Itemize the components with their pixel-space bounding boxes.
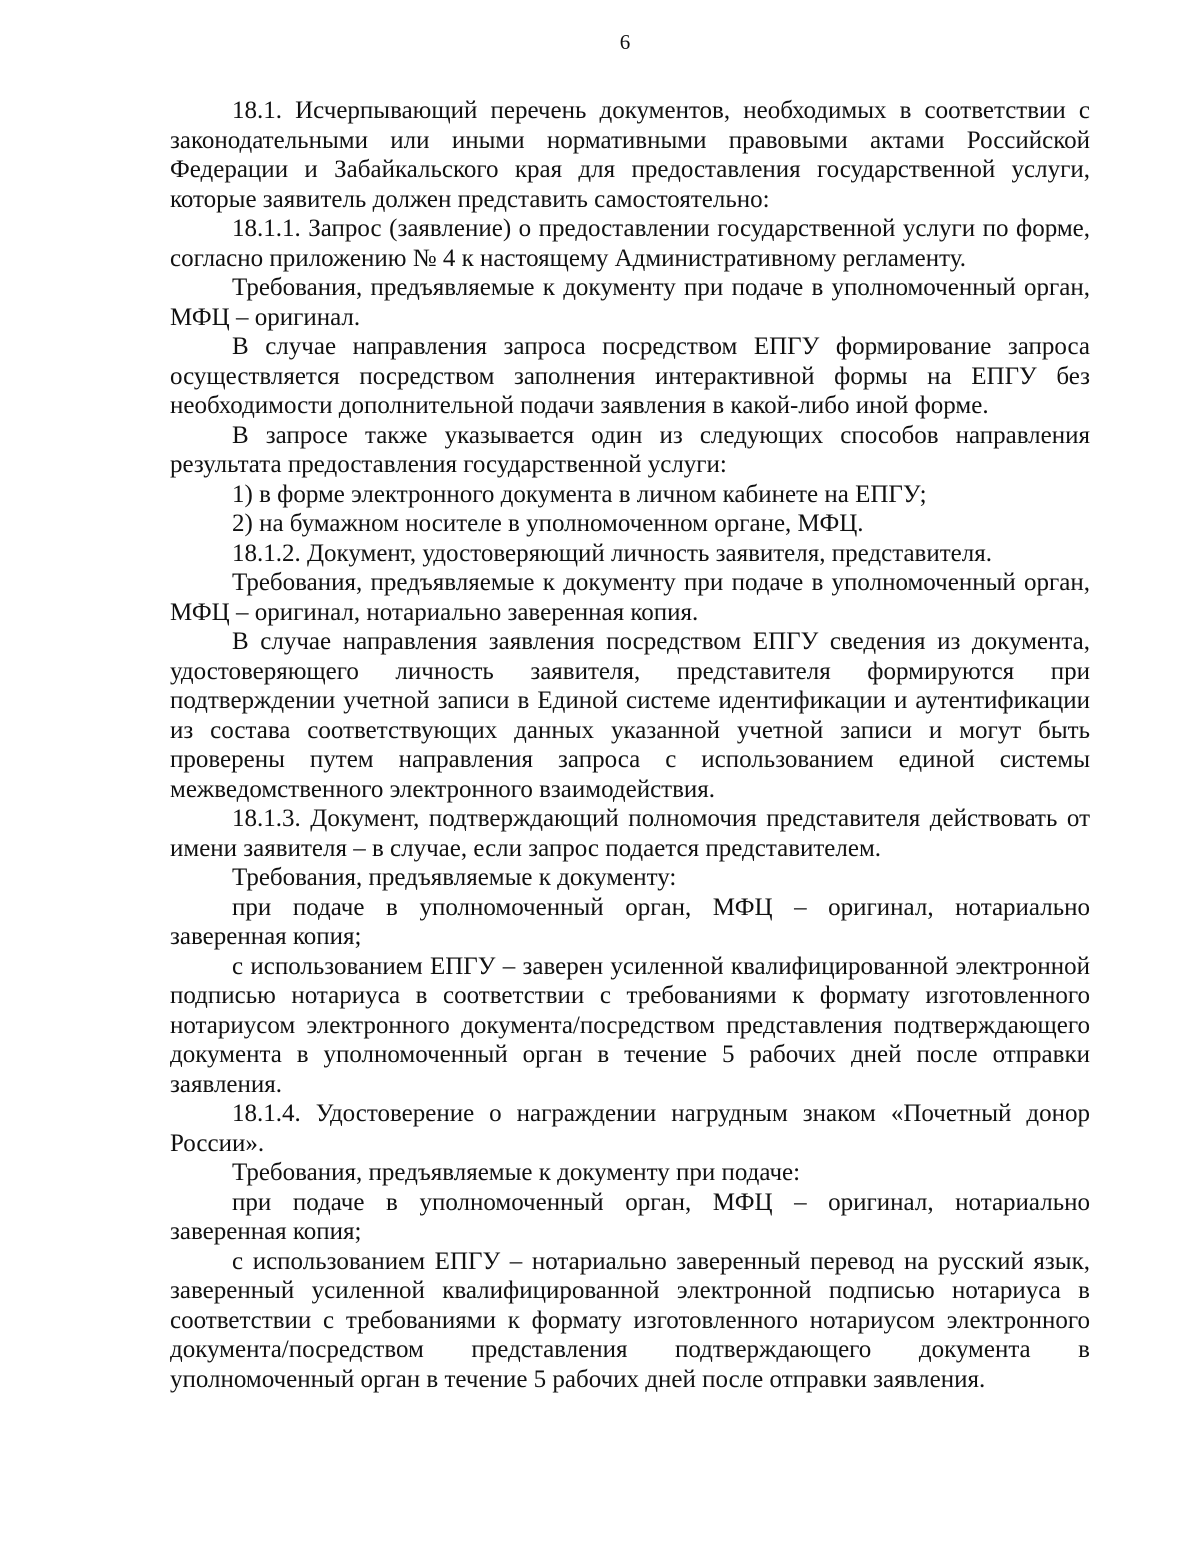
paragraph-18-1-4: 18.1.4. Удостоверение о награждении нагрудным знаком «Почетный донор России». (170, 1100, 1090, 1157)
paragraph-requirements-copy: Требования, предъявляемые к документу при подаче в уполномоченный орган, МФЦ – оригинал, нотариально заверенная копия. (170, 569, 1090, 626)
paragraph-18-1-2: 18.1.2. Документ, удостоверяющий личность заявителя, представителя. (232, 539, 992, 567)
paragraph-18-1: 18.1. Исчерпывающий перечень документов, необходимых в соответствии с законодательными или иными нормативными правовыми актами Российской Федерации и Забайкальского края для предоставления государственной услуги, которые заявитель должен представить самостоятельно: (170, 97, 1090, 213)
paragraph-18-1-3: 18.1.3. Документ, подтверждающий полномочия представителя действовать от имени заявителя – в случае, если запрос подается представителем. (170, 805, 1090, 862)
paragraph-submission-office-2: при подаче в уполномоченный орган, МФЦ – оригинал, нотариально заверенная копия; (170, 1188, 1090, 1245)
paragraph-requirements-header: Требования, предъявляемые к документу: (232, 864, 677, 891)
paragraph-epgu-request: В случае направления запроса посредством ЕПГУ формирование запроса осуществляется посредством заполнения интерактивной формы на ЕПГУ без необходимости дополнительной подачи заявления в какой-либо иной форме. (170, 333, 1090, 419)
page-number: 6 (619, 30, 631, 54)
paragraph-identity-epgu: В случае направления заявления посредством ЕПГУ сведения из документа, удостоверяющего личность заявителя, представителя формируются при подтверждении учетной записи в Единой системе идентификации и аутентификации из состава соответствующих данных указанной учетной записи и могут быть проверены путем направления запроса с использованием единой системы межведомственного электронного взаимодействия. (170, 628, 1090, 803)
list-item-paper: 2) на бумажном носителе в уполномоченном органе, МФЦ. (232, 510, 864, 537)
paragraph-submission-office: при подаче в уполномоченный орган, МФЦ – оригинал, нотариально заверенная копия; (170, 893, 1090, 950)
document-body (170, 96, 1090, 1394)
list-item-electronic: 1) в форме электронного документа в личном кабинете на ЕПГУ; (232, 480, 927, 508)
paragraph-submission-epgu-2: с использованием ЕПГУ – нотариально заверенный перевод на русский язык, заверенный усиленной квалифицированной электронной подписью нотариуса в соответствии с требованиями к формату изготовленного нотариусом электронного документа/посредством представления подтверждающего документа в уполномоченный орган в течение 5 рабочих дней после отправки заявления. (170, 1247, 1090, 1393)
paragraph-submission-epgu: с использованием ЕПГУ – заверен усиленной квалифицированной электронной подписью нотариуса в соответствии с требованиями к формату изготовленного нотариусом электронного документа/посредством представления подтверждающего документа в уполномоченный орган в течение 5 рабочих дней после отправки заявления. (170, 952, 1090, 1098)
paragraph-requirements-original: Требования, предъявляемые к документу при подаче в уполномоченный орган, МФЦ – оригинал. (170, 274, 1090, 331)
paragraph-requirements-submission: Требования, предъявляемые к документу при подаче: (232, 1159, 801, 1186)
paragraph-18-1-1: 18.1.1. Запрос (заявление) о предоставлении государственной услуги по форме, согласно приложению № 4 к настоящему Административному регламенту. (170, 215, 1090, 272)
paragraph-result-methods: В запросе также указывается один из следующих способов направления результата предоставления государственной услуги: (170, 421, 1090, 478)
